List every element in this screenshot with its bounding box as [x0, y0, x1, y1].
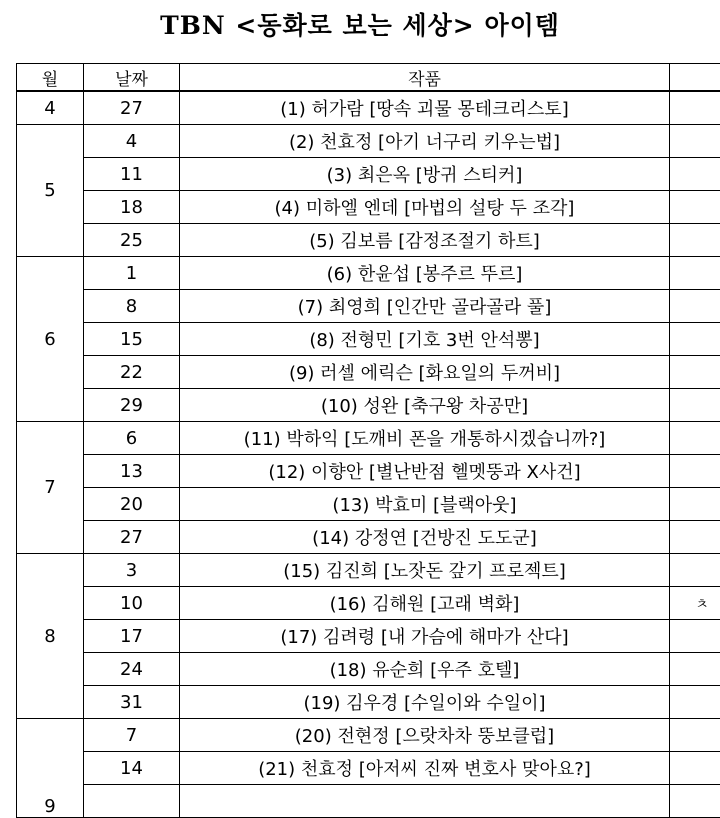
- table-row: [17, 323, 720, 356]
- header-date: 날짜: [84, 64, 180, 92]
- date-cell: 8: [84, 290, 180, 323]
- work-cell: (1) 허가람 [땅속 괴물 몽테크리스토]: [180, 91, 670, 125]
- date-cell: 25: [84, 224, 180, 257]
- date-cell: 3: [84, 554, 180, 587]
- table-row: [17, 719, 720, 752]
- month-cell: 5: [17, 125, 84, 257]
- table-row: [17, 653, 720, 686]
- extra-cell: [670, 191, 720, 224]
- work-cell: (11) 박하익 [도깨비 폰을 개통하시겠습니까?]: [180, 422, 670, 455]
- table-row: [17, 290, 720, 323]
- table-row: [17, 422, 720, 455]
- work-cell: (10) 성완 [축구왕 차공만]: [180, 389, 670, 422]
- work-cell: (20) 전현정 [으랏차차 뚱보클럽]: [180, 719, 670, 752]
- table-row: [17, 521, 720, 554]
- extra-cell: [670, 323, 720, 356]
- table-row: [17, 554, 720, 587]
- extra-cell: [670, 224, 720, 257]
- date-cell: 27: [84, 91, 180, 125]
- extra-cell: [670, 125, 720, 158]
- work-cell: [180, 785, 670, 818]
- date-cell: 1: [84, 257, 180, 290]
- extra-cell: [670, 91, 720, 125]
- extra-cell: [670, 455, 720, 488]
- table-row: [17, 91, 720, 125]
- work-cell: (9) 러셀 에릭슨 [화요일의 두꺼비]: [180, 356, 670, 389]
- work-cell: (15) 김진희 [노잣돈 갚기 프로젝트]: [180, 554, 670, 587]
- table-row: [17, 125, 720, 158]
- extra-cell: [670, 785, 720, 818]
- extra-cell: [670, 686, 720, 719]
- extra-cell: [670, 752, 720, 785]
- header-month: 월: [17, 64, 84, 92]
- table-row: [17, 620, 720, 653]
- work-cell: (12) 이향안 [별난반점 헬멧뚱과 X사건]: [180, 455, 670, 488]
- month-cell: 6: [17, 257, 84, 422]
- document-title: TBN <동화로 보는 세상> 아이템: [0, 6, 720, 46]
- extra-cell: [670, 620, 720, 653]
- work-cell: (2) 천효정 [아기 너구리 키우는법]: [180, 125, 670, 158]
- work-cell: (21) 천효정 [아저씨 진짜 변호사 맞아요?]: [180, 752, 670, 785]
- date-cell: 14: [84, 752, 180, 785]
- date-cell: 4: [84, 125, 180, 158]
- table-row: [17, 356, 720, 389]
- date-cell: 20: [84, 488, 180, 521]
- extra-cell: [670, 422, 720, 455]
- extra-cell: [670, 554, 720, 587]
- date-cell: 10: [84, 587, 180, 620]
- work-cell: (13) 박효미 [블랙아웃]: [180, 488, 670, 521]
- date-cell: [84, 785, 180, 818]
- date-cell: 13: [84, 455, 180, 488]
- work-cell: (8) 전형민 [기호 3번 안석뽕]: [180, 323, 670, 356]
- date-cell: 6: [84, 422, 180, 455]
- work-cell: (18) 유순희 [우주 호텔]: [180, 653, 670, 686]
- work-cell: (17) 김려령 [내 가슴에 해마가 산다]: [180, 620, 670, 653]
- month-cell: 8: [17, 554, 84, 719]
- date-cell: 24: [84, 653, 180, 686]
- extra-cell: [670, 290, 720, 323]
- month-cell: 4: [17, 91, 84, 125]
- table-row: [17, 752, 720, 785]
- extra-cell: [670, 488, 720, 521]
- date-cell: 27: [84, 521, 180, 554]
- date-cell: 11: [84, 158, 180, 191]
- table-row: [17, 389, 720, 422]
- work-cell: (3) 최은옥 [방귀 스티커]: [180, 158, 670, 191]
- date-cell: 7: [84, 719, 180, 752]
- table-row: [17, 686, 720, 719]
- date-cell: 29: [84, 389, 180, 422]
- date-cell: 18: [84, 191, 180, 224]
- work-cell: (14) 강정연 [건방진 도도군]: [180, 521, 670, 554]
- work-cell: (6) 한윤섭 [봉주르 뚜르]: [180, 257, 670, 290]
- month-cell: 7: [17, 422, 84, 554]
- extra-cell: [670, 719, 720, 752]
- date-cell: 17: [84, 620, 180, 653]
- work-cell: (16) 김해원 [고래 벽화]: [180, 587, 670, 620]
- extra-cell: [670, 158, 720, 191]
- schedule-table: [16, 63, 720, 818]
- extra-cell: [670, 653, 720, 686]
- table-row: [17, 455, 720, 488]
- extra-cell: [670, 356, 720, 389]
- extra-mark: ㅊ: [695, 597, 709, 613]
- extra-cell: [670, 521, 720, 554]
- month-cell: 9: [17, 719, 84, 818]
- work-cell: (19) 김우경 [수일이와 수일이]: [180, 686, 670, 719]
- date-cell: 22: [84, 356, 180, 389]
- table-row: [17, 785, 720, 818]
- extra-cell: [670, 389, 720, 422]
- header-extra: [670, 64, 720, 92]
- work-cell: (4) 미하엘 엔데 [마법의 설탕 두 조각]: [180, 191, 670, 224]
- header-work: 작품: [180, 64, 670, 92]
- table-row: [17, 191, 720, 224]
- date-cell: 15: [84, 323, 180, 356]
- table-row: [17, 587, 720, 620]
- table-row: [17, 158, 720, 191]
- extra-cell: [670, 587, 720, 620]
- table-row: [17, 257, 720, 290]
- work-cell: (7) 최영희 [인간만 골라골라 풀]: [180, 290, 670, 323]
- table-header-row: [17, 64, 720, 92]
- extra-cell: [670, 257, 720, 290]
- table-row: [17, 224, 720, 257]
- work-cell: (5) 김보름 [감정조절기 하트]: [180, 224, 670, 257]
- table-row: [17, 488, 720, 521]
- date-cell: 31: [84, 686, 180, 719]
